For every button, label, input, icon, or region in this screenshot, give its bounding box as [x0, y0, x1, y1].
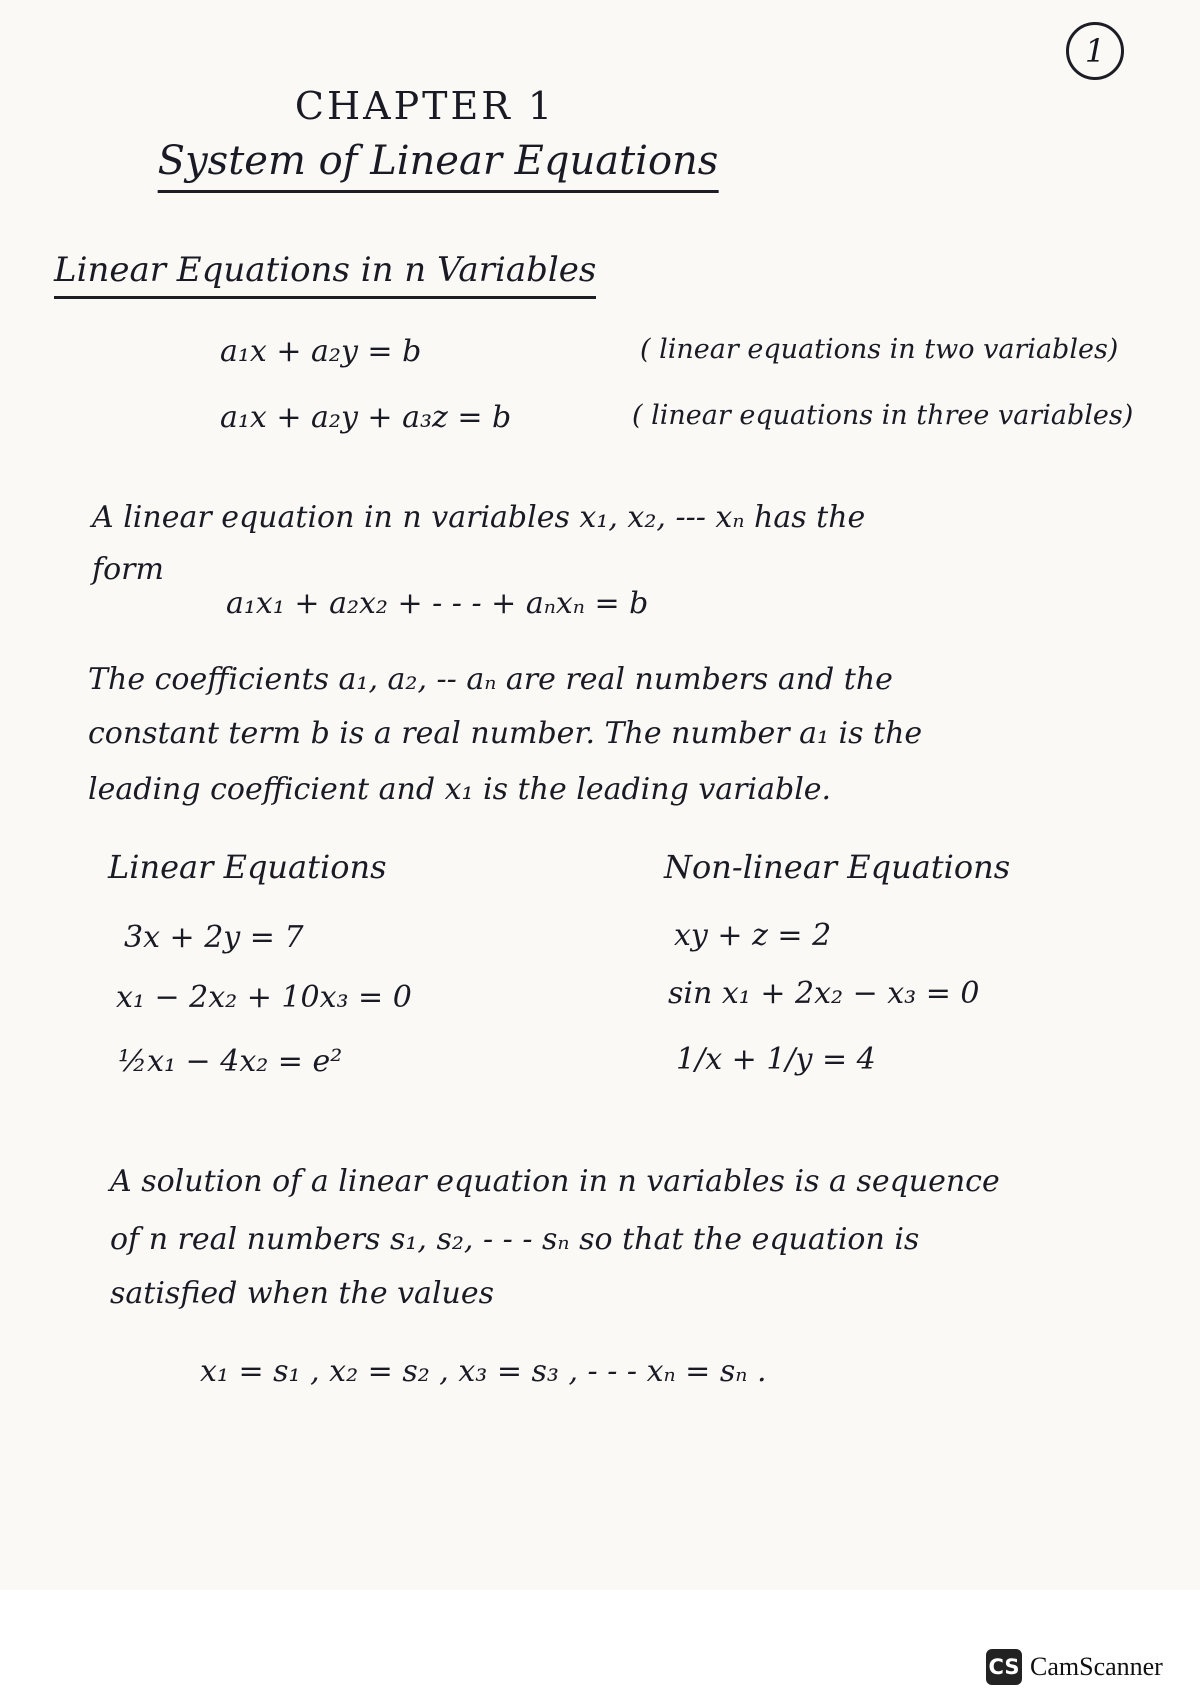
example-note-1: ( linear equations in two variables): [640, 334, 1119, 365]
section-heading: Linear Equations in n Variables: [54, 250, 596, 299]
linear-example-1: 3x + 2y = 7: [124, 920, 304, 955]
camscanner-mark-icon: CS: [986, 1649, 1022, 1685]
coefficients-line-1: The coefficients a₁, a₂, -- aₙ are real numbers and the: [88, 662, 893, 697]
nonlinear-example-1: xy + z = 2: [674, 918, 832, 953]
linear-equations-heading: Linear Equations: [108, 848, 387, 886]
solution-line-3: satisfied when the values: [110, 1276, 495, 1311]
coefficients-line-2: constant term b is a real number. The number a₁ is the: [88, 716, 923, 751]
coefficients-line-3: leading coefficient and x₁ is the leading variable.: [88, 772, 832, 807]
camscanner-logo: [986, 1649, 1163, 1685]
definition-line-1: A linear equation in n variables x₁, x₂, --- xₙ has the: [92, 500, 866, 535]
solution-values: x₁ = s₁ , x₂ = s₂ , x₃ = s₃ , - - - xₙ = sₙ .: [200, 1354, 767, 1389]
solution-line-1: A solution of a linear equation in n variables is a sequence: [110, 1164, 1000, 1199]
camscanner-brand: CamScanner: [1030, 1652, 1163, 1681]
linear-example-2: x₁ − 2x₂ + 10x₃ = 0: [116, 980, 412, 1015]
general-formula: a₁x₁ + a₂x₂ + - - - + aₙxₙ = b: [226, 586, 649, 621]
nonlinear-example-3: 1/x + 1/y = 4: [676, 1042, 876, 1077]
nonlinear-equations-heading: Non-linear Equations: [664, 848, 1011, 886]
example-note-2: ( linear equations in three variables): [632, 400, 1134, 431]
chapter-label: CHAPTER 1: [294, 84, 556, 128]
linear-example-3: ½x₁ − 4x₂ = e²: [118, 1044, 343, 1079]
nonlinear-example-2: sin x₁ + 2x₂ − x₃ = 0: [668, 976, 980, 1011]
solution-line-2: of n real numbers s₁, s₂, - - - sₙ so that the equation is: [110, 1222, 920, 1257]
page-number: [1066, 22, 1124, 80]
page-number-text: 1: [1084, 32, 1106, 70]
example-equation-2: a₁x + a₂y + a₃z = b: [220, 400, 512, 435]
definition-line-2: form: [92, 552, 164, 587]
example-equation-1: a₁x + a₂y = b: [220, 334, 422, 369]
chapter-title: System of Linear Equations: [158, 138, 719, 193]
